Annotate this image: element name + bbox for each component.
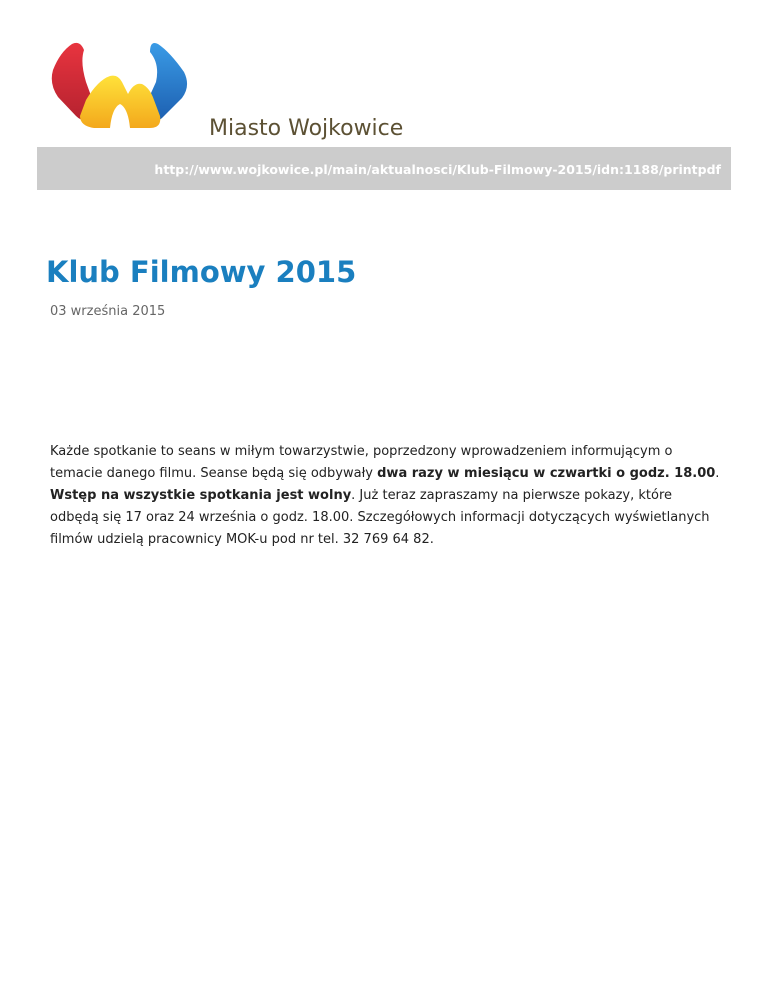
body-text-1: Każde spotkanie to seans w miłym towarzystwie, poprzedzony wprowadzeniem informującym o temacie danego filmu. Seanse będą się odbywały [50,444,673,481]
body-text-3: . Już teraz zapraszamy na pierwsze pokazy, które odbędą się 17 oraz 24 września o godz. 18.00. Szczegółowych informacji dotyczących wyświetlanych filmów udzielą pracownicy MOK-u pod nr tel. 32 769 64 82. [50,488,710,547]
body-bold-2: Wstęp na wszystkie spotkania jest wolny [50,488,352,503]
site-name: Miasto Wojkowice [209,116,404,141]
page-url[interactable]: http://www.wojkowice.pl/main/aktualnosci/Klub-Filmowy-2015/idn:1188/printpdf [154,162,721,177]
body-text-2: . [715,466,720,481]
article-body [50,441,720,551]
body-bold-1: dwa razy w miesiącu w czwartki o godz. 18.00 [377,466,716,481]
url-bar [37,147,731,190]
article-title: Klub Filmowy 2015 [46,255,357,289]
wojkowice-logo [50,42,190,130]
article-date: 03 września 2015 [50,304,166,319]
